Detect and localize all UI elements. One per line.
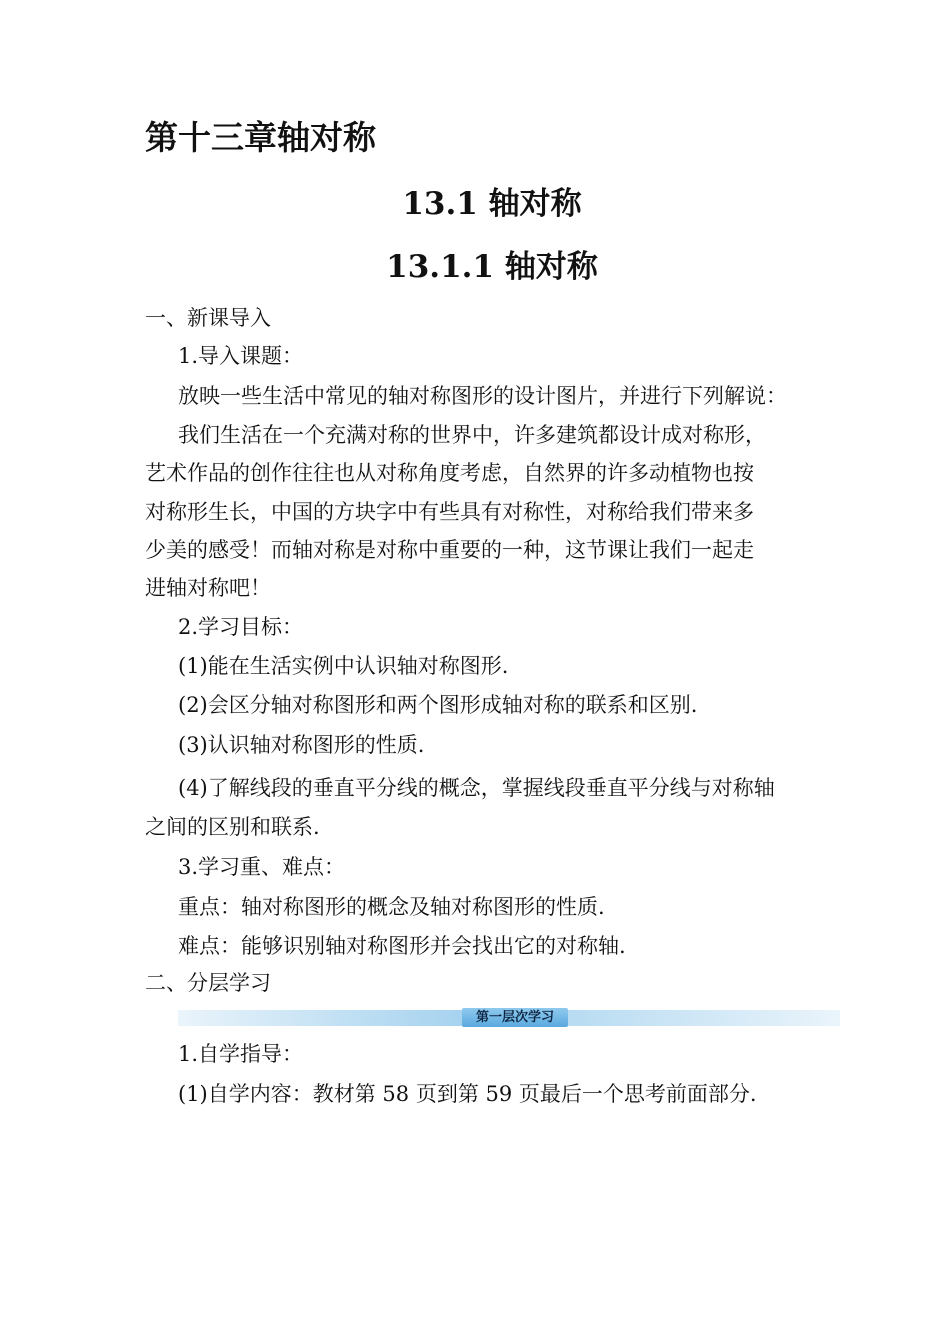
item-self-study-guide: 1.自学指导： bbox=[178, 1042, 304, 1066]
difficult-point: 难点：能够识别轴对称图形并会找出它的对称轴. bbox=[178, 934, 626, 958]
paragraph-line: 我们生活在一个充满对称的世界中，许多建筑都设计成对称形， bbox=[178, 423, 766, 447]
item-learning-goals: 2.学习目标： bbox=[178, 615, 304, 639]
key-point: 重点：轴对称图形的概念及轴对称图形的性质. bbox=[178, 895, 605, 919]
paragraph-line: 少美的感受！而轴对称是对称中重要的一种，这节课让我们一起走 bbox=[145, 538, 754, 562]
layer-banner-label: 第一层次学习 bbox=[462, 1008, 568, 1027]
paragraph-line: 放映一些生活中常见的轴对称图形的设计图片，并进行下列解说： bbox=[178, 384, 787, 408]
heading-new-lesson-intro: 一、新课导入 bbox=[145, 306, 271, 330]
paragraph-line: 进轴对称吧！ bbox=[145, 576, 271, 600]
item-intro-topic: 1.导入课题： bbox=[178, 344, 304, 368]
section-title: 13.1 轴对称 bbox=[402, 186, 582, 222]
paragraph-line: 对称形生长，中国的方块字中有些具有对称性，对称给我们带来多 bbox=[145, 500, 754, 524]
goal-item: (3)认识轴对称图形的性质. bbox=[178, 733, 425, 757]
layer-banner bbox=[178, 1010, 840, 1026]
heading-layered-learning: 二、分层学习 bbox=[145, 971, 271, 995]
goal-item-continued: 之间的区别和联系. bbox=[145, 815, 320, 839]
subsection-title: 13.1.1 轴对称 bbox=[386, 249, 598, 285]
self-study-content: (1)自学内容：教材第 58 页到第 59 页最后一个思考前面部分. bbox=[178, 1082, 757, 1106]
goal-item: (2)会区分轴对称图形和两个图形成轴对称的联系和区别. bbox=[178, 693, 698, 717]
paragraph-line: 艺术作品的创作往往也从对称角度考虑，自然界的许多动植物也按 bbox=[145, 461, 754, 485]
item-key-points: 3.学习重、难点： bbox=[178, 855, 346, 879]
goal-item: (1)能在生活实例中认识轴对称图形. bbox=[178, 654, 509, 678]
chapter-title: 第十三章轴对称 bbox=[145, 118, 376, 157]
goal-item: (4)了解线段的垂直平分线的概念，掌握线段垂直平分线与对称轴 bbox=[178, 776, 775, 800]
